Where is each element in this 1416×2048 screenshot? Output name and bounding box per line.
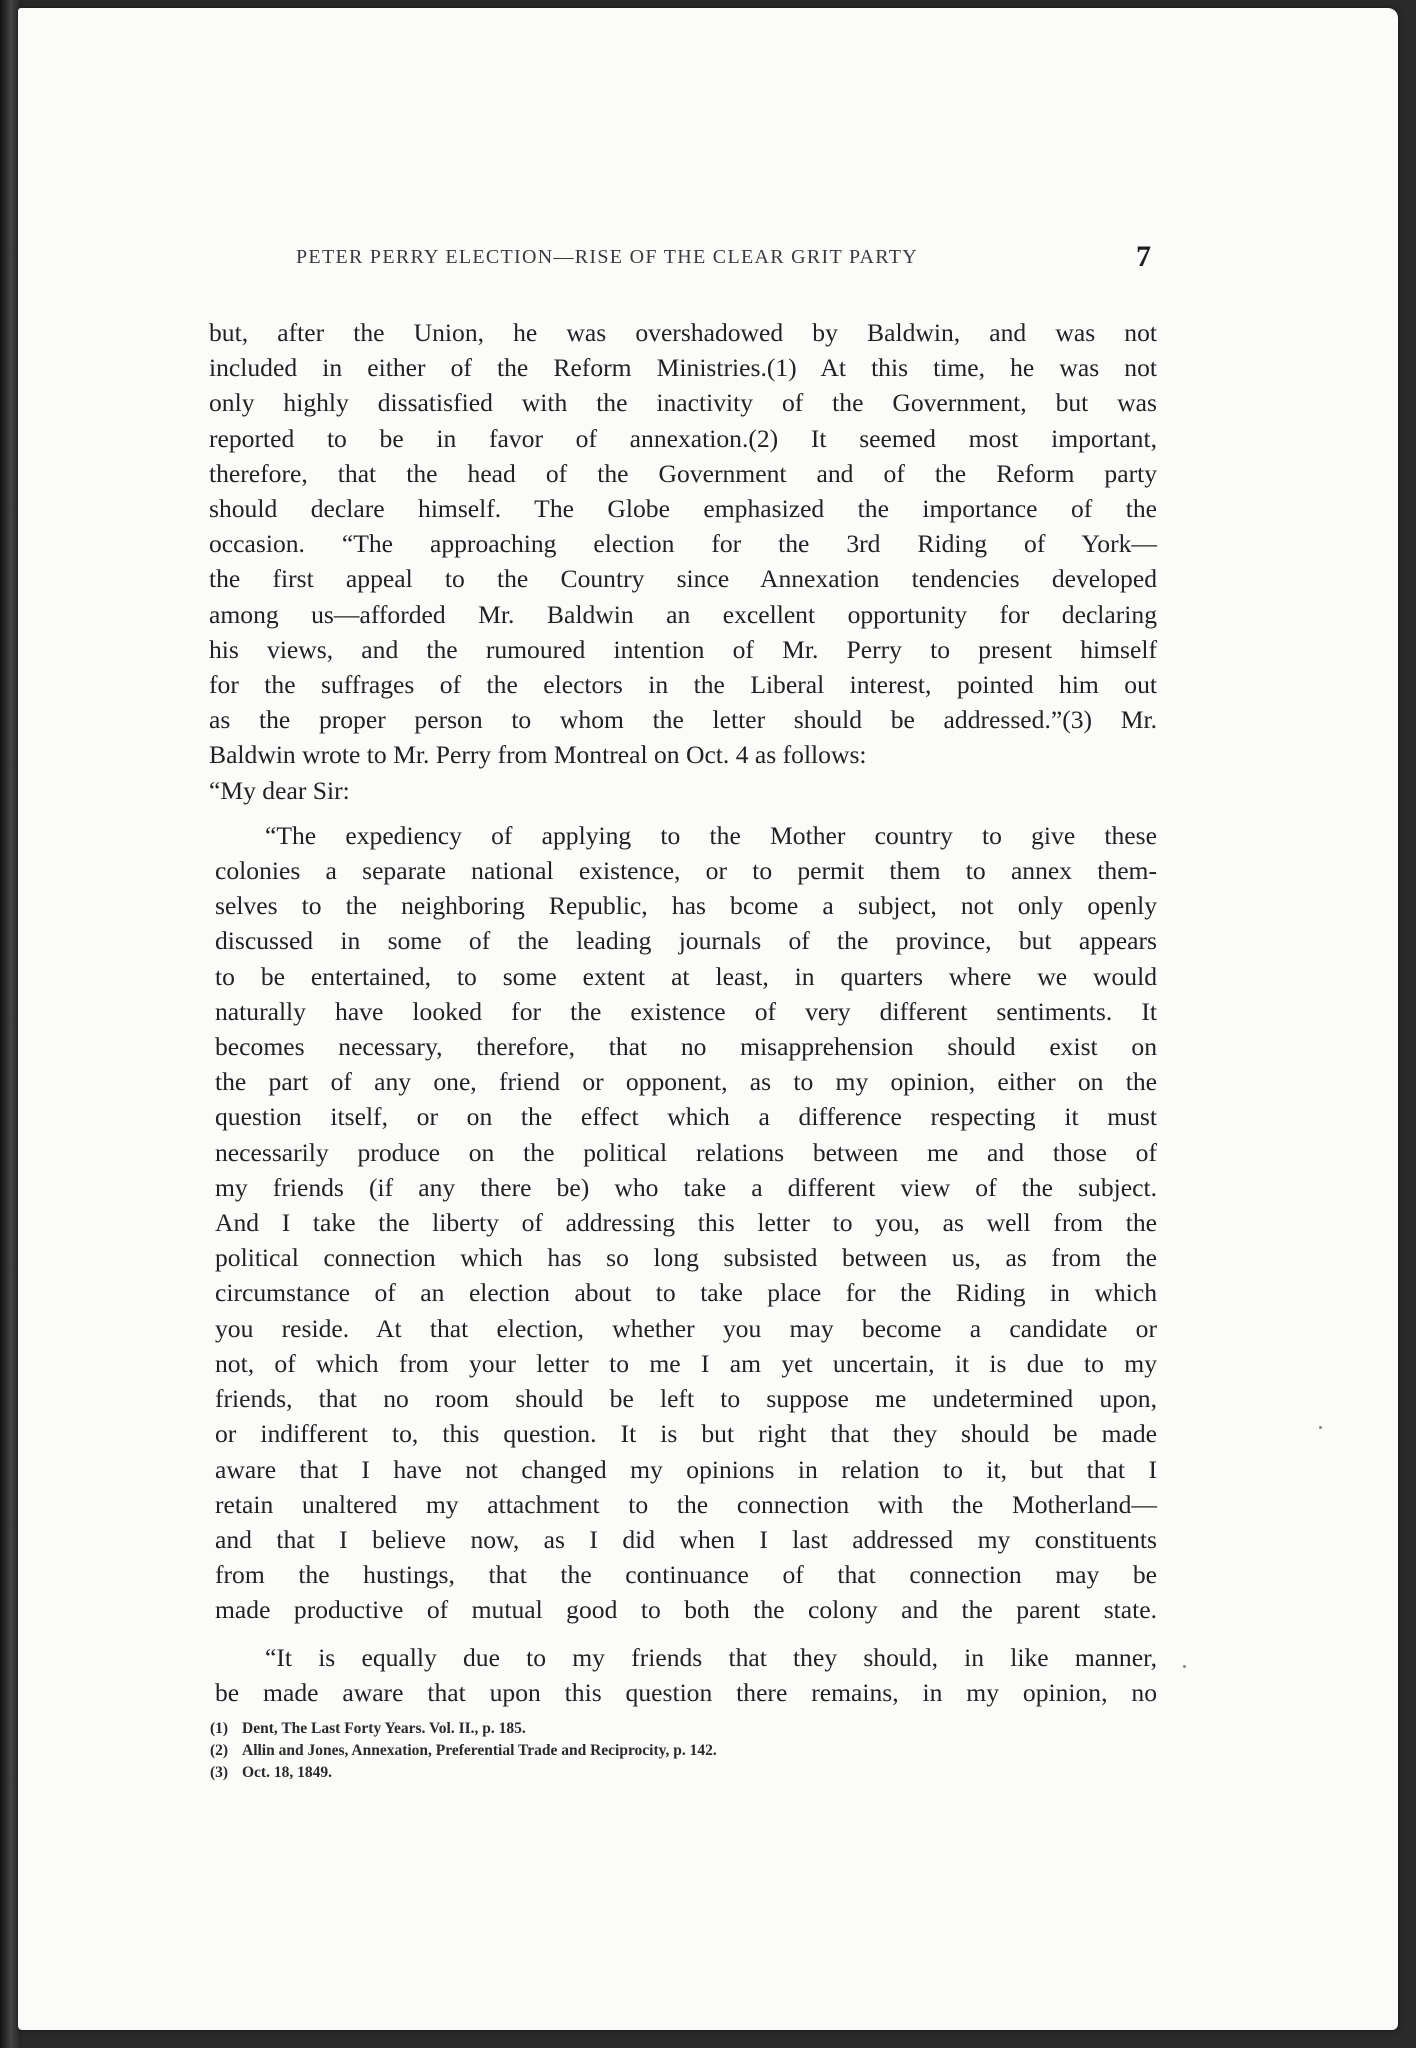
text-line: circumstance of an election about to take place for the Riding in which xyxy=(215,1278,1157,1308)
text-line: should declare himself. The Globe emphasized the importance of the xyxy=(209,494,1157,524)
text-line: among us—afforded Mr. Baldwin an excellent opportunity for declaring xyxy=(209,599,1157,629)
text-line: his views, and the rumoured intention of Mr. Perry to present himself xyxy=(209,634,1157,664)
text-line: from the hustings, that the continuance of that connection may be xyxy=(215,1560,1157,1590)
text-line: included in either of the Reform Ministries.(1) At this time, he was not xyxy=(209,353,1157,383)
text-line: aware that I have not changed my opinions in relation to it, but that I xyxy=(215,1454,1157,1484)
text-line: occasion. “The approaching election for the 3rd Riding of York— xyxy=(209,529,1157,559)
footnotes xyxy=(210,1718,717,1784)
text-line: “The expediency of applying to the Mother country to give these xyxy=(265,820,1157,850)
text-line: and that I believe now, as I did when I last addressed my constituents xyxy=(215,1524,1157,1554)
text-line: discussed in some of the leading journals of the province, but appears xyxy=(215,926,1157,956)
page-number: 7 xyxy=(1136,240,1151,273)
text-line: friends, that no room should be left to suppose me undetermined upon, xyxy=(215,1384,1157,1414)
footnote-mark: (2) xyxy=(210,1742,229,1759)
text-line: colonies a separate national existence, or to permit them to annex them- xyxy=(215,856,1157,886)
text-line: to be entertained, to some extent at least, in quarters where we would xyxy=(215,961,1157,991)
scan-speck xyxy=(1183,1665,1186,1668)
text-line: the first appeal to the Country since Annexation tendencies developed xyxy=(209,564,1157,594)
text-line: only highly dissatisfied with the inactivity of the Government, but was xyxy=(209,388,1157,418)
text-line: as the proper person to whom the letter should be addressed.”(3) Mr. xyxy=(209,705,1157,735)
text-line: for the suffrages of the electors in the Liberal interest, pointed him out xyxy=(209,670,1157,700)
text-line: my friends (if any there be) who take a different view of the subject. xyxy=(215,1172,1157,1202)
text-line: And I take the liberty of addressing this letter to you, as well from the xyxy=(215,1208,1157,1238)
running-title: PETER PERRY ELECTION—RISE OF THE CLEAR GRIT PARTY xyxy=(296,246,918,268)
text-line: made productive of mutual good to both the colony and the parent state. xyxy=(215,1595,1157,1625)
text-line: reported to be in favor of annexation.(2) It seemed most important, xyxy=(209,423,1157,453)
text-line: be made aware that upon this question there remains, in my opinion, no xyxy=(215,1677,1157,1707)
text-line: Baldwin wrote to Mr. Perry from Montreal on Oct. 4 as follows: xyxy=(209,740,867,770)
text-line: “It is equally due to my friends that they should, in like manner, xyxy=(265,1642,1157,1672)
text-line: question itself, or on the effect which a difference respecting it must xyxy=(215,1102,1157,1132)
footnote-1 xyxy=(210,1718,717,1740)
footnote-mark: (1) xyxy=(210,1720,229,1737)
text-line: retain unaltered my attachment to the connection with the Motherland— xyxy=(215,1489,1157,1519)
body-text xyxy=(209,315,1157,1710)
text-line: becomes necessary, therefore, that no misapprehension should exist on xyxy=(215,1032,1157,1062)
footnote-text: Dent, The Last Forty Years. Vol. II., p. 185. xyxy=(242,1720,526,1737)
text-line: therefore, that the head of the Government and of the Reform party xyxy=(209,458,1157,488)
text-line: but, after the Union, he was overshadowed by Baldwin, and was not xyxy=(209,318,1157,347)
text-line: the part of any one, friend or opponent, as to my opinion, either on the xyxy=(215,1067,1157,1097)
text-line: selves to the neighboring Republic, has bcome a subject, not only openly xyxy=(215,891,1157,921)
footnote-text: Allin and Jones, Annexation, Preferential Trade and Reciprocity, p. 142. xyxy=(242,1742,717,1759)
letter-paragraph-1 xyxy=(215,818,1157,1628)
text-line: naturally have looked for the existence of very different sentiments. It xyxy=(215,996,1157,1026)
footnote-3 xyxy=(210,1762,717,1784)
letter-paragraph-2 xyxy=(215,1640,1157,1710)
footnote-text: Oct. 18, 1849. xyxy=(242,1764,332,1781)
text-line: not, of which from your letter to me I am yet uncertain, it is due to my xyxy=(215,1348,1157,1378)
letter-quote xyxy=(209,818,1157,1710)
letter-salutation: “My dear Sir: xyxy=(209,775,350,805)
intro-paragraph xyxy=(209,315,1157,773)
text-line: political connection which has so long subsisted between us, as from the xyxy=(215,1243,1157,1273)
scan-speck xyxy=(1319,1426,1322,1429)
footnote-2 xyxy=(210,1740,717,1762)
text-line: you reside. At that election, whether you may become a candidate or xyxy=(215,1313,1157,1343)
footnote-mark: (3) xyxy=(210,1764,229,1781)
text-line: necessarily produce on the political relations between me and those of xyxy=(215,1137,1157,1167)
text-line: or indifferent to, this question. It is but right that they should be made xyxy=(215,1419,1157,1449)
